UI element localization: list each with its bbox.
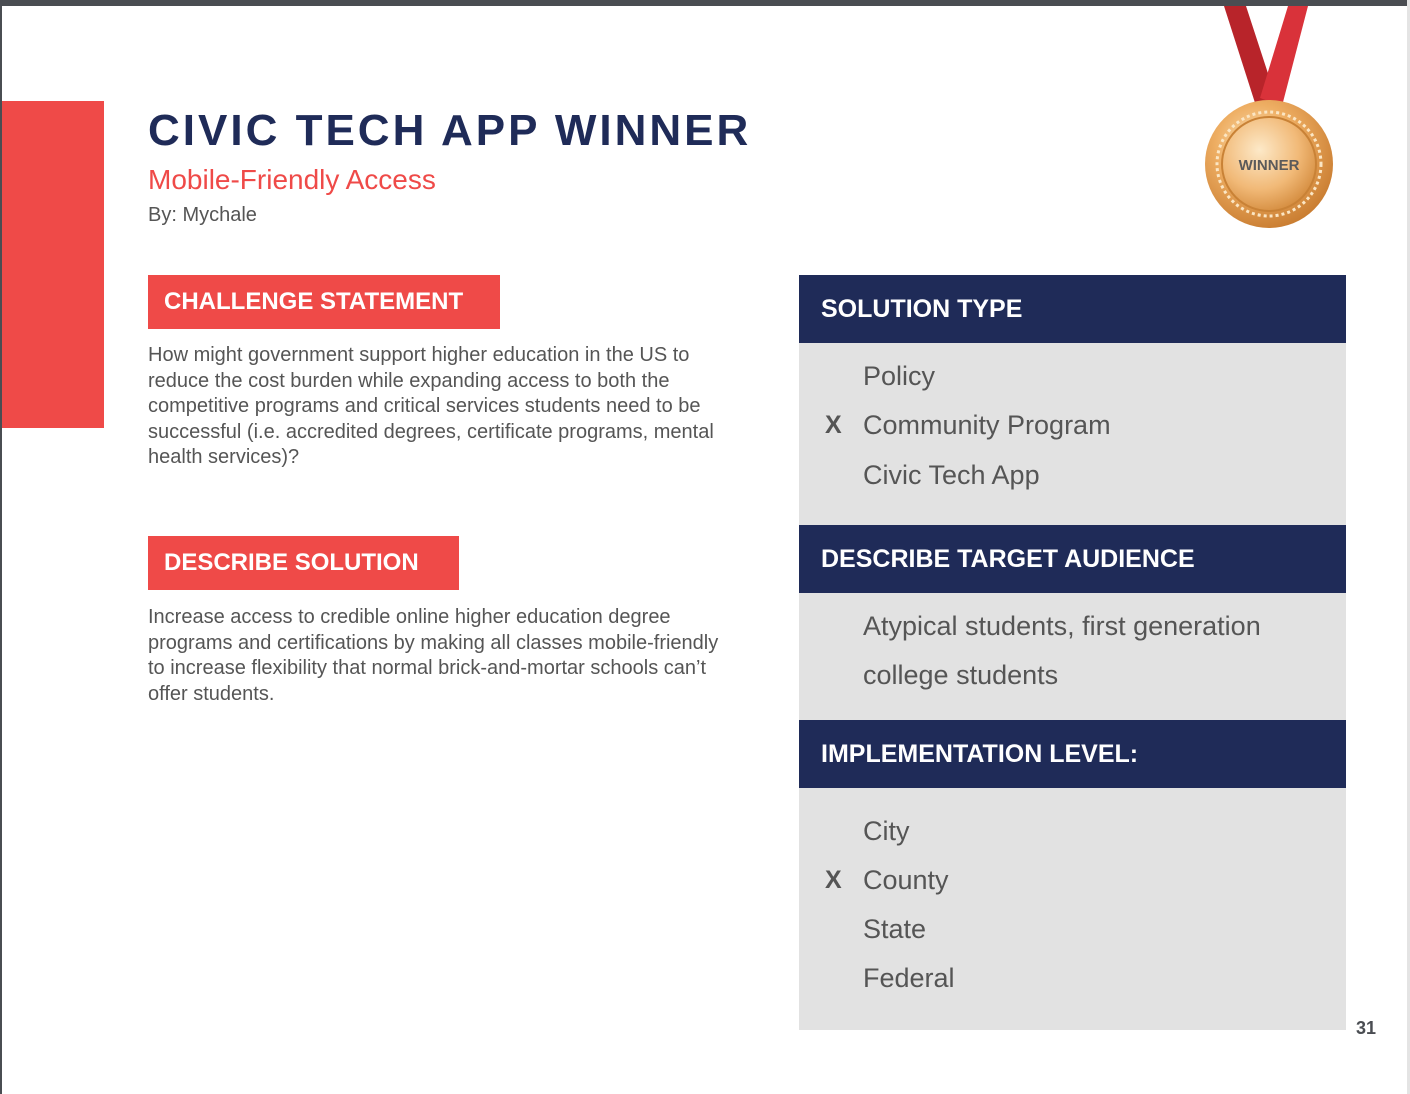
page-subtitle: Mobile-Friendly Access xyxy=(148,164,436,195)
page-title: CIVIC TECH APP WINNER xyxy=(148,106,752,155)
challenge-heading: CHALLENGE STATEMENT xyxy=(148,275,500,329)
challenge-text: How might government support higher education in the US to reduce the cost burden while expanding access to both the competitive programs and critical services students need to be successful (i.e. accredited degrees, certificate programs, mental health services)? xyxy=(148,344,714,469)
implementation-level-heading: IMPLEMENTATION LEVEL: xyxy=(799,720,1346,788)
target-audience-heading: DESCRIBE TARGET AUDIENCE xyxy=(799,525,1346,593)
selected-mark-icon: X xyxy=(825,866,842,894)
implementation-level-option: City xyxy=(863,816,910,846)
medal-icon xyxy=(1196,6,1341,231)
solution-heading: DESCRIBE SOLUTION xyxy=(148,536,459,590)
solution-type-option: Policy xyxy=(863,361,936,391)
solution-text: Increase access to credible online higher education degree programs and certifications by making all classes mobile-friendly to increase flexibility that normal brick-and-mortar schools can’t offer students. xyxy=(148,606,719,705)
implementation-level-option: State xyxy=(863,914,927,944)
details-panel xyxy=(799,275,1346,1030)
solution-type-heading: SOLUTION TYPE xyxy=(799,275,1346,343)
target-audience-line: college students xyxy=(863,660,1059,690)
target-audience-line: Atypical students, first generation xyxy=(863,611,1261,641)
solution-type-option: Community Program xyxy=(863,410,1111,440)
implementation-level-option: Federal xyxy=(863,963,955,993)
selected-mark-icon: X xyxy=(825,411,842,439)
author-byline: By: Mychale xyxy=(148,204,257,226)
accent-bar xyxy=(2,101,104,428)
medal-label: WINNER xyxy=(1238,157,1300,174)
page-number: 31 xyxy=(1356,1018,1377,1038)
solution-type-option: Civic Tech App xyxy=(863,460,1040,490)
implementation-level-option: County xyxy=(863,865,949,895)
